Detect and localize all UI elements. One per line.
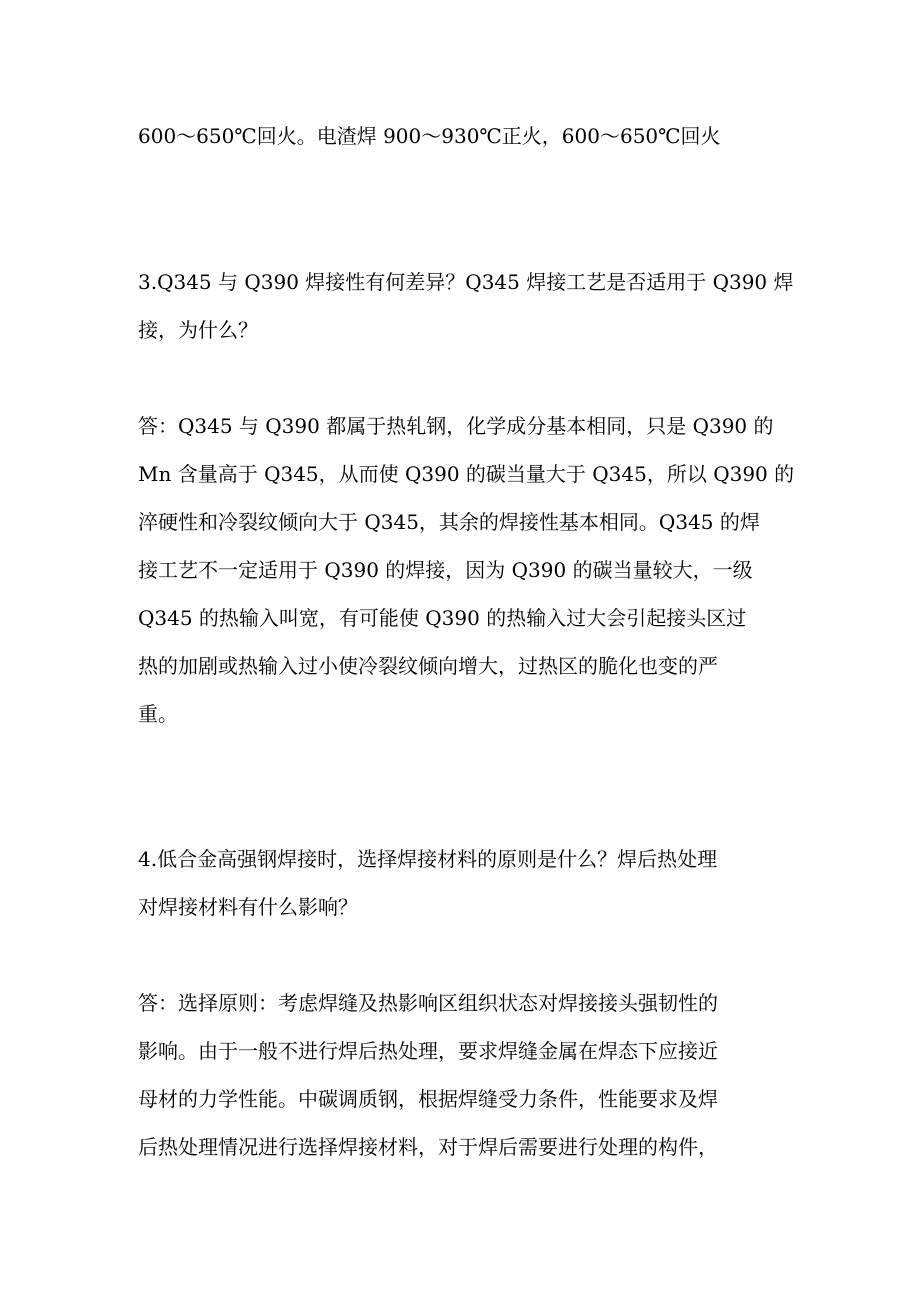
answer-4-line-1: 答：选择原则：考虑焊缝及热影响区组织状态对焊接接头强韧性的 [138,991,718,1015]
answer-3-line-2: Mn 含量高于 Q345，从而使 Q390 的碳当量大于 Q345，所以 Q390 的 [138,462,795,486]
question-4-line-1: 4.低合金高强钢焊接时，选择焊接材料的原则是什么？焊后热处理 [138,847,718,871]
question-3-line-2: 接，为什么？ [138,318,258,342]
answer-4-line-3: 母材的力学性能。中碳调质钢，根据焊缝受力条件，性能要求及焊 [138,1087,718,1111]
answer-4-line-4: 后热处理情况进行选择焊接材料，对于焊后需要进行处理的构件， [138,1135,718,1159]
answer-3-line-4: 接工艺不一定适用于 Q390 的焊接，因为 Q390 的碳当量较大，一级 [138,558,753,582]
question-4-line-2: 对焊接材料有什么影响？ [138,895,358,919]
answer-3-line-5: Q345 的热输入叫宽，有可能使 Q390 的热输入过大会引起接头区过 [138,606,747,630]
answer-4-line-2: 影响。由于一般不进行焊后热处理，要求焊缝金属在焊态下应接近 [138,1039,718,1063]
answer-3-line-7: 重。 [138,702,178,726]
answer-3-line-3: 淬硬性和冷裂纹倾向大于 Q345，其余的焊接性基本相同。Q345 的焊 [138,510,760,534]
text-line-heat-treatment-tail: 600～650℃回火。电渣焊 900～930℃正火，600～650℃回火 [138,124,721,148]
answer-3-line-6: 热的加剧或热输入过小使冷裂纹倾向增大，过热区的脆化也变的严 [138,654,718,678]
question-3-line-1: 3.Q345 与 Q390 焊接性有何差异？Q345 焊接工艺是否适用于 Q390 焊 [138,270,794,294]
answer-3-line-1: 答：Q345 与 Q390 都属于热轧钢，化学成分基本相同，只是 Q390 的 [138,414,774,438]
